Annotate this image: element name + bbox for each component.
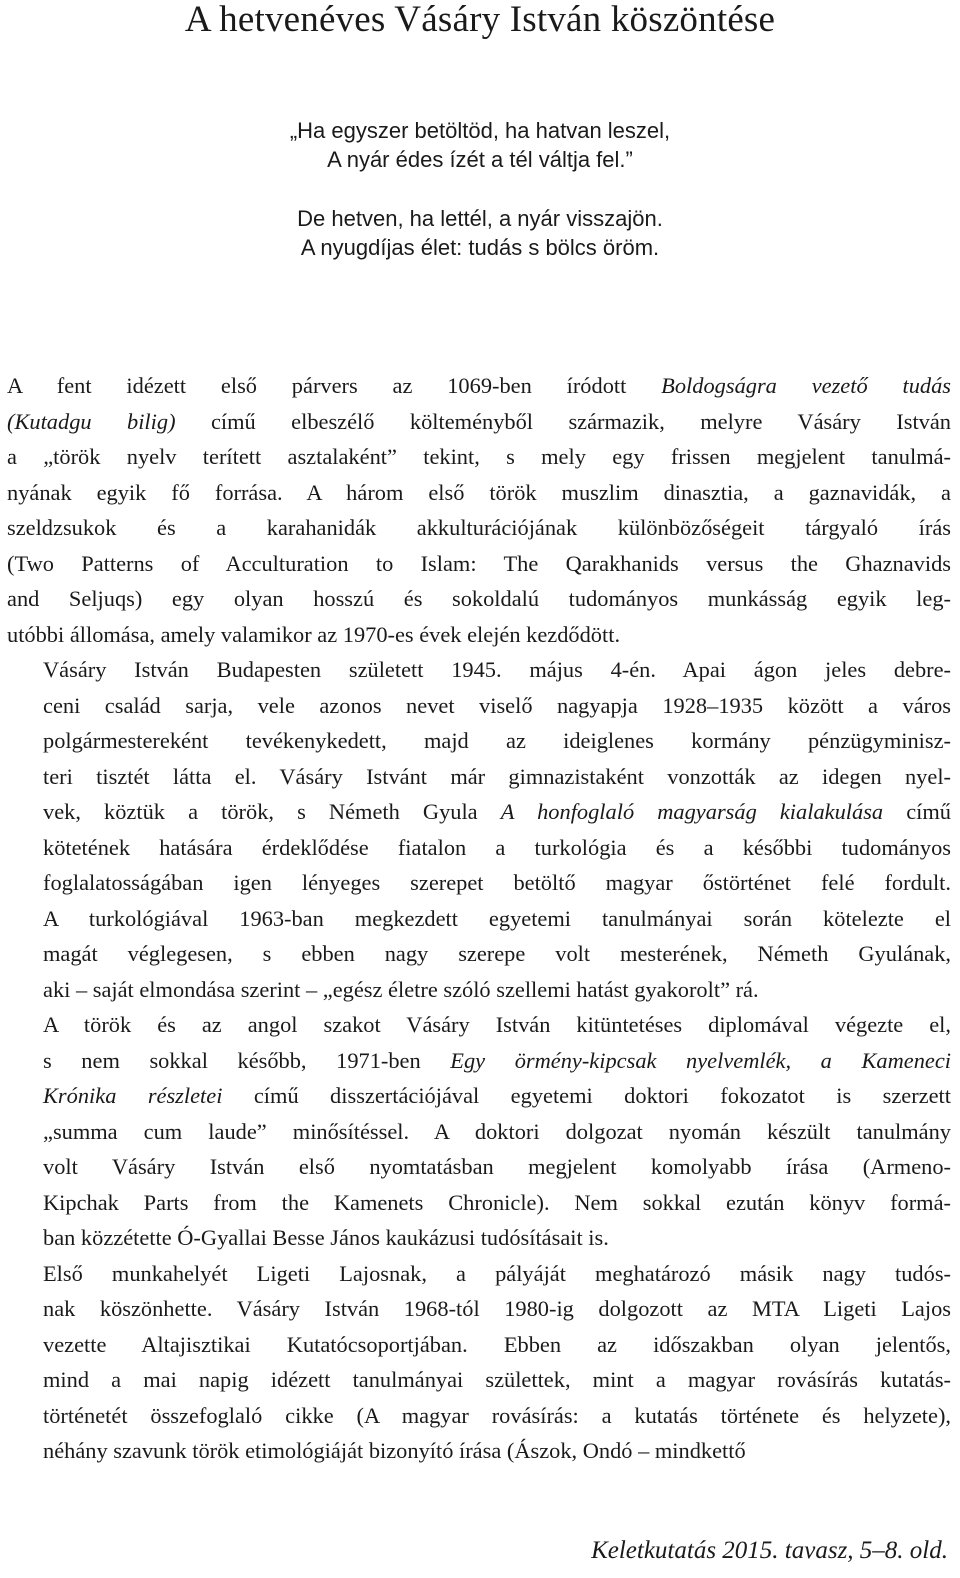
text-line	[7, 368, 951, 404]
paragraph	[7, 368, 951, 652]
text-run: a „török nyelv terített asztalaként” tekint, s mely egy frissen megjelent tanulmá-	[7, 444, 951, 469]
text-run: (Two Patterns of Acculturation to Islam: The Qarakhanids versus the Ghaznavids	[7, 550, 951, 576]
text-line	[7, 1327, 951, 1363]
text-run: nak köszönhette. Vásáry István 1968-tól 1980-ig dolgozott az MTA Ligeti Lajos	[43, 1296, 951, 1321]
text-run: nyának egyik fő forrása. A három első török muszlim dinasztia, a gaznavidák, a	[7, 479, 951, 505]
text-line	[7, 972, 951, 1008]
text-run: ceni család sarja, vele azonos nevet viselő nagyapja 1928–1935 között a város	[43, 692, 951, 718]
text-line	[7, 865, 951, 901]
text-line	[7, 1291, 951, 1327]
text-line	[7, 901, 951, 937]
text-line	[7, 475, 951, 511]
text-line	[7, 404, 951, 440]
text-line	[7, 1220, 951, 1256]
source-citation: Keletkutatás 2015. tavasz, 5–8. old.	[591, 1537, 948, 1564]
text-run: vek, köztük a török, s Németh Gyula	[43, 799, 501, 824]
text-run: néhány szavunk török etimológiáját bizonyító írása (Ászok, Ondó – mindkettő	[43, 1438, 746, 1463]
text-line	[7, 1185, 951, 1221]
text-run: kötetének hatására érdeklődése fiatalon a turkológia és a későbbi tudományos	[43, 834, 951, 860]
text-run: „summa cum laude” minősítéssel. A doktori dolgozat nyomán készült tanulmány	[43, 1118, 951, 1144]
text-run: and Seljuqs) egy olyan hosszú és sokoldalú tudományos munkásság egyik leg-	[7, 586, 951, 611]
text-run: foglalatosságában igen lényeges szerepet betöltő magyar őstörténet felé fordult.	[43, 870, 951, 895]
text-run: magát véglegesen, s ebben nagy szerepe volt mesterének, Németh Gyulának,	[43, 941, 951, 966]
text-line	[7, 1078, 951, 1114]
text-run: utóbbi állomása, amely valamikor az 1970-es évek elején kezdődött.	[7, 621, 621, 647]
paragraph	[7, 1256, 951, 1469]
text-line	[7, 652, 951, 688]
text-line	[7, 723, 951, 759]
text-line	[7, 1362, 951, 1398]
text-line	[7, 1043, 951, 1079]
text-run: A török és az angol szakot Vásáry István kitüntetéses diplomával végezte el,	[43, 1012, 951, 1037]
text-line	[7, 510, 951, 546]
epigraph-poem	[0, 116, 960, 262]
text-run: Első munkahelyét Ligeti Lajosnak, a pályáját meghatározó másik nagy tudós-	[43, 1260, 951, 1286]
poem-stanza	[0, 204, 960, 262]
text-line	[7, 1398, 951, 1434]
italic-title: Egy örmény-kipcsak nyelvemlék, a Kameneci	[450, 1047, 951, 1073]
text-run: ban közzétette Ó-Gyallai Besse János kaukázusi tudósításait is.	[43, 1225, 609, 1250]
text-run: vezette Altajisztikai Kutatócsoportjában. Ebben az időszakban olyan jelentős,	[43, 1331, 951, 1357]
text-line	[7, 794, 951, 830]
text-run: szeldzsukok és a karahanidák akkulturációjának különbözőségeit tárgyaló írás	[7, 515, 951, 540]
text-line	[7, 1256, 951, 1292]
text-line	[7, 439, 951, 475]
text-line	[7, 1007, 951, 1043]
text-run: A turkológiával 1963-ban megkezdett egyetemi tanulmányai során kötelezte el	[43, 905, 951, 931]
text-line	[7, 581, 951, 617]
text-run: s nem sokkal később, 1971-ben	[43, 1047, 451, 1073]
text-line	[7, 759, 951, 795]
text-run: aki – saját elmondása szerint – „egész életre szóló szellemi hatást gyakorolt” rá.	[43, 976, 759, 1002]
text-line	[7, 1149, 951, 1185]
article-body	[7, 368, 951, 1469]
text-run: című	[883, 799, 951, 824]
text-line	[7, 830, 951, 866]
text-run: mind a mai napig idézett tanulmányai születtek, mint a magyar rovásírás kutatás-	[43, 1367, 951, 1392]
text-line	[7, 617, 951, 653]
text-line	[7, 936, 951, 972]
text-run: Vásáry István Budapesten született 1945. május 4-én. Apai ágon jeles debre-	[43, 657, 951, 682]
text-run: című elbeszélő költeményből származik, melyre Vásáry István	[175, 408, 951, 434]
poem-line: A nyugdíjas élet: tudás s bölcs öröm.	[300, 235, 660, 260]
text-run: történetét összefoglaló cikke (A magyar rovásírás: a kutatás története és helyzete),	[43, 1402, 951, 1428]
italic-title: (Kutadgu bilig)	[7, 408, 176, 434]
poem-line: „Ha egyszer betöltöd, ha hatvan leszel,	[289, 118, 671, 143]
text-run: című disszertációjával egyetemi doktori fokozatot is szerzett	[222, 1083, 951, 1108]
text-line	[7, 546, 951, 582]
italic-title: Krónika részletei	[43, 1083, 223, 1108]
italic-title: A honfoglaló magyarság kialakulása	[500, 799, 884, 824]
article-title: A hetvenéves Vásáry István köszöntése	[184, 0, 776, 40]
poem-line: A nyár édes ízét a tél váltja fel.”	[327, 147, 633, 172]
text-run: teri tisztét látta el. Vásáry Istvánt már gimnazistaként vonzották az idegen nyel-	[43, 763, 951, 789]
text-run: volt Vásáry István első nyomtatásban megjelent komolyabb írása (Armeno-	[43, 1154, 951, 1179]
poem-line: De hetven, ha lettél, a nyár visszajön.	[297, 206, 663, 231]
paragraph	[7, 652, 951, 1007]
italic-title: Boldogságra vezető tudás	[661, 373, 951, 398]
text-run: A fent idézett első párvers az 1069-ben íródott	[7, 373, 662, 398]
poem-stanza	[0, 116, 960, 174]
text-line	[7, 688, 951, 724]
text-run: Kipchak Parts from the Kamenets Chronicle). Nem sokkal ezután könyv formá-	[43, 1189, 951, 1215]
paragraph	[7, 1007, 951, 1256]
text-run: polgármestereként tevékenykedett, majd az ideiglenes kormány pénzügyminisz-	[43, 728, 951, 753]
text-line	[7, 1114, 951, 1150]
text-line	[7, 1433, 951, 1469]
